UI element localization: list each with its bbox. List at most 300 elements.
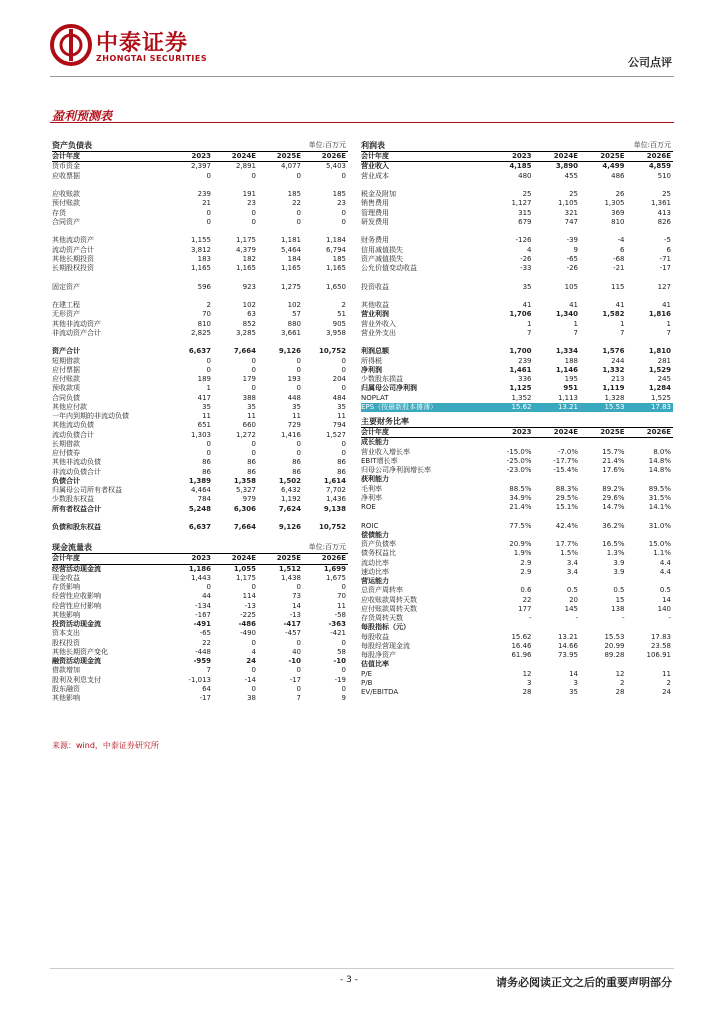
cell-value (258, 273, 303, 282)
row-label: 每股经营现金流 (361, 641, 410, 650)
cell-value: -225 (240, 610, 256, 619)
cell-value: 177 (518, 604, 532, 613)
table-row (361, 512, 673, 521)
balance-sheet-table (52, 152, 348, 532)
cell-value (487, 181, 534, 190)
row-label: 其他应付款 (52, 402, 87, 411)
cell-value: 1,529 (648, 365, 671, 374)
cell-value: 35 (522, 282, 532, 291)
cell-value (534, 512, 581, 521)
table-header-row (52, 152, 348, 162)
row-label: 其他非流动资产 (52, 319, 101, 328)
cell-value: 11 (337, 412, 346, 420)
cell-value: 4 (527, 245, 532, 254)
cell-value (487, 531, 534, 540)
table-row (361, 586, 673, 595)
cell-value: -13 (244, 601, 256, 610)
table-row (361, 172, 673, 181)
cell-value: 5,248 (188, 504, 211, 513)
table-row (361, 485, 673, 494)
cell-value: 86 (292, 458, 301, 467)
cell-value: 86 (247, 467, 256, 476)
cell-value (213, 181, 258, 190)
row-label: 长期借款 (52, 439, 80, 448)
cell-value: 14 (662, 595, 671, 604)
cell-value: 86 (292, 467, 301, 476)
table-row (52, 620, 348, 629)
cell-value (303, 227, 348, 236)
cell-value: 13.21 (557, 632, 578, 641)
cell-value: - (528, 614, 532, 622)
table-row (361, 605, 673, 614)
row-label: NOPLAT (361, 393, 389, 402)
table-row (52, 421, 348, 430)
cell-value: 28 (615, 688, 625, 696)
cell-value: 0 (296, 684, 301, 693)
row-label: 管理费用 (361, 208, 389, 217)
table-row (361, 679, 673, 688)
cell-value: -19 (334, 675, 346, 684)
table-row (361, 246, 673, 255)
cell-value: 0 (341, 439, 346, 448)
table-row (52, 292, 348, 301)
cell-value (534, 475, 581, 484)
logo-chinese-name: 中泰证券 (96, 31, 189, 56)
row-label: 每股净资产 (361, 651, 396, 659)
cell-value: 115 (611, 282, 625, 291)
cell-value: 1,699 (323, 564, 346, 573)
cell-value: 1,165 (280, 264, 301, 272)
cell-value: 29.5% (555, 493, 578, 502)
balance-sheet-title: 资产负债表 单位:百万元 (52, 141, 346, 150)
cell-value: 7 (620, 328, 625, 337)
cell-value: -417 (283, 620, 301, 628)
cell-value: 86 (202, 458, 211, 467)
table-row (361, 384, 673, 393)
cell-value (627, 660, 674, 669)
cell-value (213, 514, 258, 523)
source-note: 来源：wind，中泰证券研究所 (52, 741, 159, 750)
row-label: 股利及利息支付 (52, 675, 101, 684)
cell-value: 89.5% (648, 484, 671, 493)
row-label: 融资活动现金流 (52, 657, 101, 665)
cell-value: 4 (251, 647, 256, 656)
cell-value: 448 (287, 393, 301, 402)
unit-label: 单位:百万元 (308, 141, 346, 149)
row-label: 营业收入增长率 (361, 447, 410, 456)
row-label: 无形资产 (52, 310, 80, 319)
row-label: 货币资金 (52, 162, 80, 171)
row-label: 资本支出 (52, 629, 80, 638)
cell-value: -486 (238, 620, 256, 628)
table-row (52, 583, 348, 592)
cell-value: 204 (332, 375, 346, 383)
cell-value: 38 (247, 694, 256, 702)
cell-value: -25.0% (506, 456, 532, 465)
table-row (361, 568, 673, 577)
ratios-table (361, 428, 673, 697)
cell-value: 794 (332, 421, 346, 430)
cell-value: 24 (246, 657, 256, 665)
cell-value: 86 (337, 458, 346, 467)
cell-value: 11 (202, 412, 211, 420)
cell-value: 35 (337, 402, 346, 411)
cell-value (303, 338, 348, 347)
table-row (52, 505, 348, 514)
cell-value: -23.0% (506, 466, 532, 474)
cell-value: 0 (251, 217, 256, 226)
cell-value: -126 (515, 236, 532, 245)
row-label: 总资产周转率 (361, 586, 403, 595)
column-header: 2026E (303, 152, 348, 162)
cell-value: 7,624 (278, 504, 301, 513)
cell-value: 22 (522, 595, 532, 604)
cell-value: 5,403 (325, 162, 346, 171)
cell-value (168, 227, 213, 236)
spacer (52, 532, 348, 542)
cell-value: 417 (197, 393, 211, 402)
cell-value (627, 292, 674, 301)
row-label (361, 273, 487, 282)
cell-value (627, 181, 674, 190)
cell-value: 1,389 (188, 476, 211, 485)
cell-value: 9,126 (278, 347, 301, 356)
cell-value: 15.53 (604, 632, 625, 641)
cell-value: 29.6% (602, 493, 625, 502)
cell-value: 7 (527, 328, 532, 337)
row-label: 成长能力 (361, 438, 389, 447)
cell-value: 239 (518, 356, 532, 365)
row-label: 预付账款 (52, 199, 80, 208)
right-column (361, 140, 673, 697)
logo-english-name: ZHONGTAI SECURITIES (96, 54, 208, 63)
cell-value: 88.3% (555, 484, 578, 493)
cell-value: 1,175 (235, 236, 256, 245)
table-row (361, 255, 673, 264)
row-label: 合同资产 (52, 217, 80, 226)
table-row (52, 310, 348, 319)
cell-value: 1,816 (648, 310, 671, 319)
cell-value: 4,379 (235, 245, 256, 254)
row-label: 在建工程 (52, 301, 80, 309)
table-row (361, 540, 673, 549)
cell-value: 188 (564, 356, 578, 365)
unit-label: 单位:百万元 (633, 141, 671, 149)
table-row (52, 162, 348, 172)
column-header: 会计年度 (361, 428, 487, 438)
row-label: 应付债券 (52, 449, 80, 457)
table-row (361, 394, 673, 403)
column-header: 2024E (534, 152, 581, 162)
row-label: EBIT增长率 (361, 456, 398, 465)
cell-value: 0 (251, 384, 256, 393)
cell-value: 2,825 (190, 328, 211, 337)
cell-value: 0 (296, 384, 301, 393)
cell-value: -491 (193, 620, 211, 628)
cell-value: -17 (199, 694, 211, 702)
cell-value: 2,891 (235, 162, 256, 171)
table-row (361, 623, 673, 632)
cell-value (627, 623, 674, 632)
unit-label: 单位:百万元 (308, 543, 346, 552)
cell-value: 7,664 (233, 347, 256, 356)
row-label: 股东融资 (52, 684, 80, 693)
table-row (361, 338, 673, 347)
cell-value: 0 (296, 171, 301, 180)
table-row (361, 448, 673, 457)
cell-value: 0 (296, 638, 301, 647)
cell-value: -1,013 (188, 675, 211, 684)
row-label (52, 181, 168, 190)
cell-value: 15.1% (555, 503, 578, 511)
column-header: 会计年度 (361, 152, 487, 162)
cell-value (627, 338, 674, 347)
cell-value: 35 (292, 402, 301, 411)
row-label: ROE (361, 503, 376, 511)
cell-value (487, 273, 534, 282)
cell-value: 185 (332, 254, 346, 263)
cell-value: 1,305 (604, 199, 625, 208)
cell-value: 923 (242, 282, 256, 291)
table-row (361, 660, 673, 669)
cell-value: 1,165 (190, 264, 211, 272)
cell-value (534, 273, 581, 282)
cell-value: 7 (573, 328, 578, 337)
cell-value (580, 273, 627, 282)
cell-value: 596 (197, 282, 211, 291)
cell-value (534, 438, 581, 448)
cell-value: 3,958 (325, 328, 346, 337)
table-row (361, 403, 673, 412)
cell-value: - (621, 614, 625, 622)
table-row (361, 651, 673, 660)
column-header: 2024E (213, 554, 258, 564)
cell-value: 102 (242, 301, 256, 309)
cell-value: 1,461 (509, 365, 532, 374)
cell-value: 810 (197, 319, 211, 328)
cell-value: 182 (242, 254, 256, 263)
cell-value: 185 (332, 190, 346, 198)
cell-value: 1,352 (511, 393, 532, 402)
table-row (361, 218, 673, 227)
row-label (361, 227, 487, 236)
table-row (52, 592, 348, 601)
cell-value: 2 (206, 301, 211, 309)
row-label: 所得税 (361, 356, 382, 365)
cell-value: 747 (564, 217, 578, 226)
row-label: 资产减值损失 (361, 254, 403, 263)
row-label: 归母公司净利润增长率 (361, 466, 431, 474)
cell-value: 86 (337, 467, 346, 476)
table-row (52, 403, 348, 412)
cell-value: 89.28 (604, 651, 625, 659)
row-label: 其他长期资产变化 (52, 647, 108, 656)
cell-value: 1,328 (604, 393, 625, 402)
cell-value: 102 (287, 301, 301, 309)
cell-value: 41 (615, 301, 625, 309)
cell-value: -363 (328, 620, 346, 628)
cell-value: 41 (662, 301, 671, 309)
cell-value: 20 (569, 595, 578, 604)
table-row (361, 162, 673, 172)
cell-value: 3 (527, 678, 532, 687)
cell-value (534, 227, 581, 236)
cell-value: 6,794 (325, 245, 346, 254)
cell-value (627, 273, 674, 282)
cell-value: 369 (611, 208, 625, 217)
table-row (361, 466, 673, 475)
cell-value: 6,432 (280, 486, 301, 494)
table-row (52, 394, 348, 403)
cash-flow-table (52, 554, 348, 703)
cell-value: 852 (242, 319, 256, 328)
cell-value: 64 (202, 684, 211, 693)
row-label: 营业利润 (361, 310, 389, 319)
row-label (52, 273, 168, 282)
table-row (361, 642, 673, 651)
cell-value: 1,706 (509, 310, 532, 319)
row-label (52, 338, 168, 347)
cell-value: 0.5 (659, 586, 671, 595)
cell-value: 729 (287, 421, 301, 430)
income-statement-table (361, 152, 673, 412)
row-label: 应付账款周转天数 (361, 604, 417, 613)
cell-value: 1,155 (190, 236, 211, 245)
cell-value: 70 (337, 592, 346, 601)
cell-value: 1,055 (233, 564, 256, 573)
cell-value: 3,890 (555, 162, 578, 171)
cell-value: 11 (662, 669, 671, 678)
cell-value: 1,127 (511, 199, 532, 208)
row-label: 每股指标（元） (361, 623, 410, 632)
cell-value: 44 (202, 592, 211, 601)
cell-value: 0 (341, 171, 346, 180)
cell-value: 4,859 (648, 162, 671, 171)
cell-value: 0 (296, 449, 301, 457)
cell-value: 1,810 (648, 347, 671, 356)
table-row (361, 329, 673, 338)
row-label: 资产负债率 (361, 540, 396, 548)
cell-value: 6,306 (233, 504, 256, 513)
table-row (361, 366, 673, 375)
table-row (361, 347, 673, 356)
row-label: 流动资产合计 (52, 245, 94, 254)
cell-value (580, 227, 627, 236)
table-row (361, 522, 673, 531)
row-label: 所有者权益合计 (52, 504, 101, 513)
cell-value: 1.3% (606, 549, 625, 558)
cell-value: - (575, 614, 578, 622)
cell-value: 1,438 (280, 573, 301, 582)
cell-value: 951 (563, 384, 578, 393)
cell-value: 6,637 (188, 523, 211, 531)
cell-value (303, 514, 348, 523)
page-number: - 3 - (340, 975, 358, 985)
cell-value: 0 (251, 449, 256, 457)
cell-value: -10 (333, 657, 346, 665)
cell-value: 1,125 (509, 384, 532, 393)
row-label: 借款增加 (52, 666, 80, 675)
cell-value: 185 (287, 190, 301, 198)
row-label: 负债和股东权益 (52, 523, 101, 531)
cell-value (213, 338, 258, 347)
cell-value: 1,361 (650, 199, 671, 208)
cell-value: 20.9% (509, 540, 532, 548)
cell-value: 0 (206, 171, 211, 180)
cell-value: 35 (202, 402, 211, 411)
row-label (361, 181, 487, 190)
cell-value: 1,332 (602, 365, 625, 374)
cell-value: 7,664 (233, 523, 256, 531)
row-label: 净利率 (361, 493, 382, 502)
table-row (361, 273, 673, 282)
cell-value: 1,184 (325, 236, 346, 245)
cell-value: 26 (615, 190, 625, 198)
cell-value: 31.5% (648, 493, 671, 502)
cell-value: -71 (659, 254, 671, 263)
cell-value: 73.95 (557, 651, 578, 659)
column-header: 会计年度 (52, 152, 168, 162)
cell-value: 1,175 (235, 573, 256, 582)
row-label: 投资收益 (361, 282, 389, 291)
table-row (361, 264, 673, 273)
cell-value: 58 (337, 647, 346, 656)
cell-value: 6 (620, 245, 625, 254)
cell-value: 1,284 (648, 384, 671, 393)
table-row (361, 494, 673, 503)
cell-value (487, 438, 534, 448)
column-header: 2023 (487, 152, 534, 162)
cell-value (627, 475, 674, 484)
cell-value: 213 (611, 375, 625, 383)
cell-value (580, 577, 627, 586)
cell-value (580, 338, 627, 347)
cell-value: 3.9 (613, 558, 625, 567)
cell-value: 455 (564, 171, 578, 180)
cell-value: -17.7% (553, 456, 578, 465)
cell-value: 1,675 (325, 573, 346, 582)
cell-value: 1,525 (650, 393, 671, 402)
cell-value: 2 (666, 678, 671, 687)
cell-value: 4,499 (602, 162, 625, 171)
cell-value: 11 (247, 412, 256, 420)
cell-value (303, 292, 348, 301)
table-row (361, 457, 673, 466)
cell-value: 17.83 (650, 632, 671, 641)
cell-value: 0 (206, 439, 211, 448)
cell-value: 21.4% (509, 503, 532, 511)
cell-value: 35 (247, 402, 256, 411)
row-label: 应收票据 (52, 171, 80, 180)
cell-value: 0 (341, 666, 346, 675)
table-row (52, 514, 348, 523)
cell-value: 57 (292, 310, 301, 319)
cell-value (303, 273, 348, 282)
cell-value: 21 (202, 199, 211, 208)
cell-value: 1,272 (235, 430, 256, 439)
cell-value: 1,582 (602, 310, 625, 319)
cell-value: 140 (657, 604, 671, 613)
column-header: 2026E (303, 554, 348, 564)
cell-value: 193 (287, 375, 301, 383)
cell-value: 20.99 (604, 641, 625, 650)
table-row (52, 255, 348, 264)
cell-value: 189 (197, 375, 211, 383)
cell-value: 1,181 (280, 236, 301, 245)
cell-value: 784 (197, 495, 211, 504)
cell-value: 3 (573, 678, 578, 687)
cell-value: 2.9 (520, 558, 532, 567)
